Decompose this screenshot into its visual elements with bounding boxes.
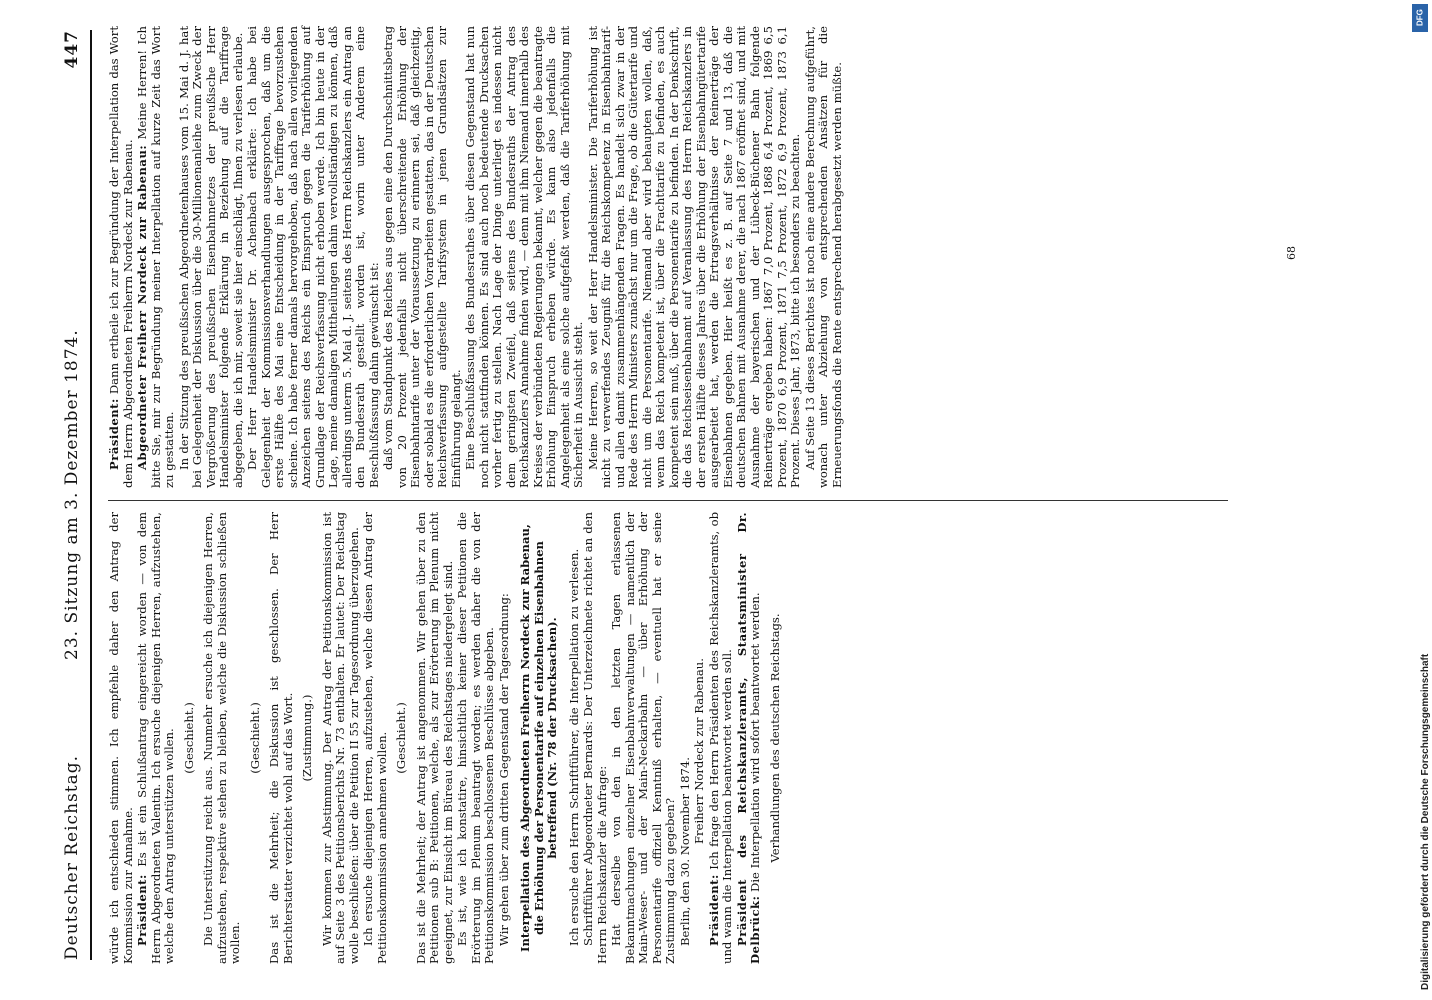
stage-direction: (Geschieht.) [394,702,408,774]
speaker-name: Präsident: [706,874,721,946]
text-paragraph: Es ist, wie ich konstatire, hinsichtlich keiner dieser Petitionen die Erörterung im Plenum beantragt worden; es werden daher die von der Petitionskommission beschlossenen Beschlüsse abgeben. [455,512,496,964]
text-paragraph: Das ist die Mehrheit; der Antrag ist angenommen. Wir gehen über zu den Petitionen sub B: Petitionen, welche, als zur Erörterung im Plenum nicht geeignet, zur Einsicht im Büreau des Reichstages niedergelegt sind. [413,512,455,964]
text-paragraph: Eine Beschlußfassung des Bundesrathes über diesen Gegenstand hat nun noch nicht stattfinden können. Es sind auch noch bedeutende Drucksachen vorher fertig zu stellen. Nach Lage der Dinge unterliegt es indessen nicht dem geringsten Zweifel, daß seitens des Bundesraths der Antrag des Reichskanzlers Annahme finden wird, — denn mit ihm Niemand innerhalb des Kreises der verbündeten Regierungen bekannt, welcher gegen die beantragte Erhöhung Einspruch erheben würde. Es kann also jedenfalls die Angelegenheit als eine solche aufgefaßt werden, daß die Tariferhöhung mit Sicherheit in Aussicht steht. [463,26,585,488]
speech-text: Meine Herren! Ich bitte Sie, mir zur Begründung meiner Interpellation auf kurze Zeit das Wort zu gestatten. [135,25,176,488]
right-text-column [108,26,845,488]
funding-note: Digitalisierung gefördert durch die Deutsche Forschungsgemeinschaft [1420,653,1431,990]
text-paragraph: Das ist die Mehrheit; die Diskussion ist geschlossen. Der Herr Berichterstatter verzichtet wohl auf das Wort. [267,512,295,964]
dfg-logo: DFG [1412,4,1428,32]
text-paragraph: Meine Herren, so weit der Herr Handelsminister. Die Tariferhöhung ist nicht zu verwerfendes Zeugniß für die Reichskompetenz in Eisenbahntarif- und allen damit zusammenhängenden Fragen. Es handelt sich zwar in der Rede des Herrn Ministers zunächst nur um die Frage, ob die Gütertarife und nicht um die Personentarife. Niemand aber wird behaupten wollen, daß, wenn das Reich kompetent ist, über die Frachttarife zu befinden, es auch kompetent sein muß, über die Personentarife zu befinden. In der Denkschrift, die das Reichseisenbahnamt auf Veranlassung des Herrn Reichskanzlers in der ersten Hälfte dieses Jahres über die Erhöhung der Eisenbahngütertarife ausgearbeitet hat, werden die Ertragsverhältnisse der Reinerträge der Eisenbahnen gegeben. Hier heißt es z. B. auf Seite 7 und 13, daß die deutschen Bahnen mit Ausnahme derer, die nach 1867 eröffnet sind, und mit Ausnahme der bayerischen und der Lübeck-Büchener Bahn folgende Reinerträge ergeben haben: 1867 7,0 Prozent, 1868 6,4 Prozent, 1869 6,5 Prozent, 1870 6,9 Prozent, 1871 7,5 Prozent, 1872 6,9 Prozent, 1873 6,1 Prozent. Dieses Jahr, 1873, bitte ich besonders zu beachten. [585,26,802,488]
speech-text: Ich frage den Herrn Präsidenten des Reichskanzleramts, ob und wann die Interpellation beantwortet werden soll. [706,511,734,964]
header-publication: Deutscher Reichstag. [62,755,82,960]
speaker-name: Präsident: [107,398,121,470]
speech-paragraph [136,26,177,488]
agenda-heading: Interpellation des Abgeordneten Freiherrn Nordeck zur Rabenau, die Erhöhung der Personentarife auf einzelnen Eisenbahnen betreffend (Nr. 78 der Drucksachen). [518,524,559,952]
text-paragraph: würde ich entschieden stimmen. Ich empfehle daher den Antrag der Kommission zur Annahme. [107,512,135,964]
stage-direction: (Geschieht.) [247,702,262,774]
text-paragraph: Ich ersuche den Herrn Schriftführer, die Interpellation zu verlesen. [566,548,581,946]
text-paragraph: Hat derselbe von den in den letzten Tagen erlassenen Bekanntmachungen einzelner Eisenbahnverwaltungen — namentlich der Main-Weser- und der Main-Neckarbahn — über Erhöhung der Personentarife offiziell Kenntniß erhalten, — eventuell hat er seine Zustimmung dazu gegeben? [609,512,677,964]
text-paragraph: Der Herr Handelsminister Dr. Achenbach erklärte: Ich habe bei Gelegenheit der Kommissionsverhandlungen ausgesprochen, daß um die erste Hälfte des Mai eine Entscheidung in der Tariffrage bevorzustehen scheine. Ich habe ferner damals hervorgehoben, daß nach allen vorliegenden Anzeichen seitens des Reichs ein Einspruch gegen die Tariferhöhung auf Grundlage der Reichsverfassung nicht erhoben werde. Ich bin heute in der Lage, meine damaligen Mittheilungen dahin vervollständigen zu können, daß allerdings unterm 5. Mai d. J. seitens des Herrn Reichskanzlers ein Antrag an den Bundesrath gestellt worden ist, worin unter Anderem eine Beschlußfassung dahin gewünscht ist: [245,26,381,488]
text-paragraph: In der Sitzung des preußischen Abgeordnetenhauses vom 15. Mai d. J. hat bei Gelegenheit der Diskussion über die 30-Millionenanleihe zum Zweck der Vergrößerung des preußischen Eisenbahnnetzes der preußische Herr Handelsminister folgende Erklärung in Beziehung auf die Tariffrage abgegeben, die ich mir, soweit sie hier einschlägt, Ihnen zu verlesen erlaube. [176,26,245,488]
page-header [58,30,92,960]
text-paragraph: daß vom Standpunkt des Reiches aus gegen eine den Durchschnittsbetrag von 20 Prozent jedenfalls nicht überschreitende Erhöhung der Eisenbahntarife unter der Voraussetzung zu erinnern sei, daß gleichzeitig, oder sobald es die erforderlichen Vorarbeiten gestatten, das in der Deutschen Reichsverfassung aufgestellte Tarifsystem in jenen Grundsätzen zur Einführung gelangt. [381,26,463,488]
text-paragraph: Auf Seite 13 dieses Berichtes ist noch eine andere Berechnung aufgeführt, wonach unter Abziehung von entsprechenden Ansätzen für die Erneuerungsfonds die Rente entsprechend herabgesetzt werden müßte. [802,26,844,488]
text-paragraph: Die Unterstützung reicht aus. Nunmehr ersuche ich diejenigen Herren, aufzustehen, respektive stehen zu bleiben, welche die Diskussion schließen wollen. [201,512,242,964]
text-paragraph: Ich ersuche diejenigen Herren, aufzustehen, welche diesen Antrag der Petitionskommission annehmen wollen. [361,512,389,964]
stage-direction: Verhandlungen des deutschen Reichstags. [767,613,782,863]
page-number: 447 [62,30,82,69]
left-text-column [108,512,788,964]
signature-line: Freiherr Nordeck zur Rabenau. [692,658,706,844]
speech-paragraph [136,512,177,964]
speech-paragraph [736,512,763,964]
column-divider [108,500,1228,501]
text-paragraph: Schriftführer Abgeordneter Bernards: Der Unterzeichnete richtet an den Herrn Reichskanzler die Anfrage: [581,512,609,964]
stage-direction: (Geschieht.) [181,702,196,774]
speaker-name: Präsident des Reichskanzleramts, Staatsminister Dr. Delbrück: [734,512,762,964]
speech-text: Dann ertheile ich zur Begründung der Interpellation das Wort dem Herrn Abgeordneten Freiherrn Nordeck zur Rabenau. [107,26,135,488]
speech-text: Die Interpellation wird sofort beantwortet werden. [748,592,762,892]
speech-paragraph [108,26,135,488]
header-session: 23. Sitzung am 3. Dezember 1874. [62,329,82,660]
text-paragraph: Wir gehen über zum dritten Gegenstand der Tagesordnung: [496,593,511,946]
speaker-name: Präsident: [135,874,149,946]
speech-text: Es ist ein Schlußantrag eingereicht worden — von dem Herrn Abgeordneten Valentin. Ich ersuche diejenigen Herren, aufzustehen, welche den Antrag unterstützen wollen. [135,512,176,964]
speech-paragraph [708,512,735,964]
speaker-name: Abgeordneter Freiherr Nordeck zur Rabenau: [135,144,149,470]
signature-mark: 68 [1285,246,1298,260]
text-paragraph: Berlin, den 30. November 1874. [677,757,692,946]
text-paragraph: Wir kommen zur Abstimmung. Der Antrag der Petitionskommission ist auf Seite 3 des Petitionsberichts Nr. 73 enthalten. Er lautet: Der Reichstag wolle beschließen: über die Petition II 55 zur Tagesordnung überzugehen. [319,512,361,964]
stage-direction: (Zustimmung.) [300,694,314,782]
